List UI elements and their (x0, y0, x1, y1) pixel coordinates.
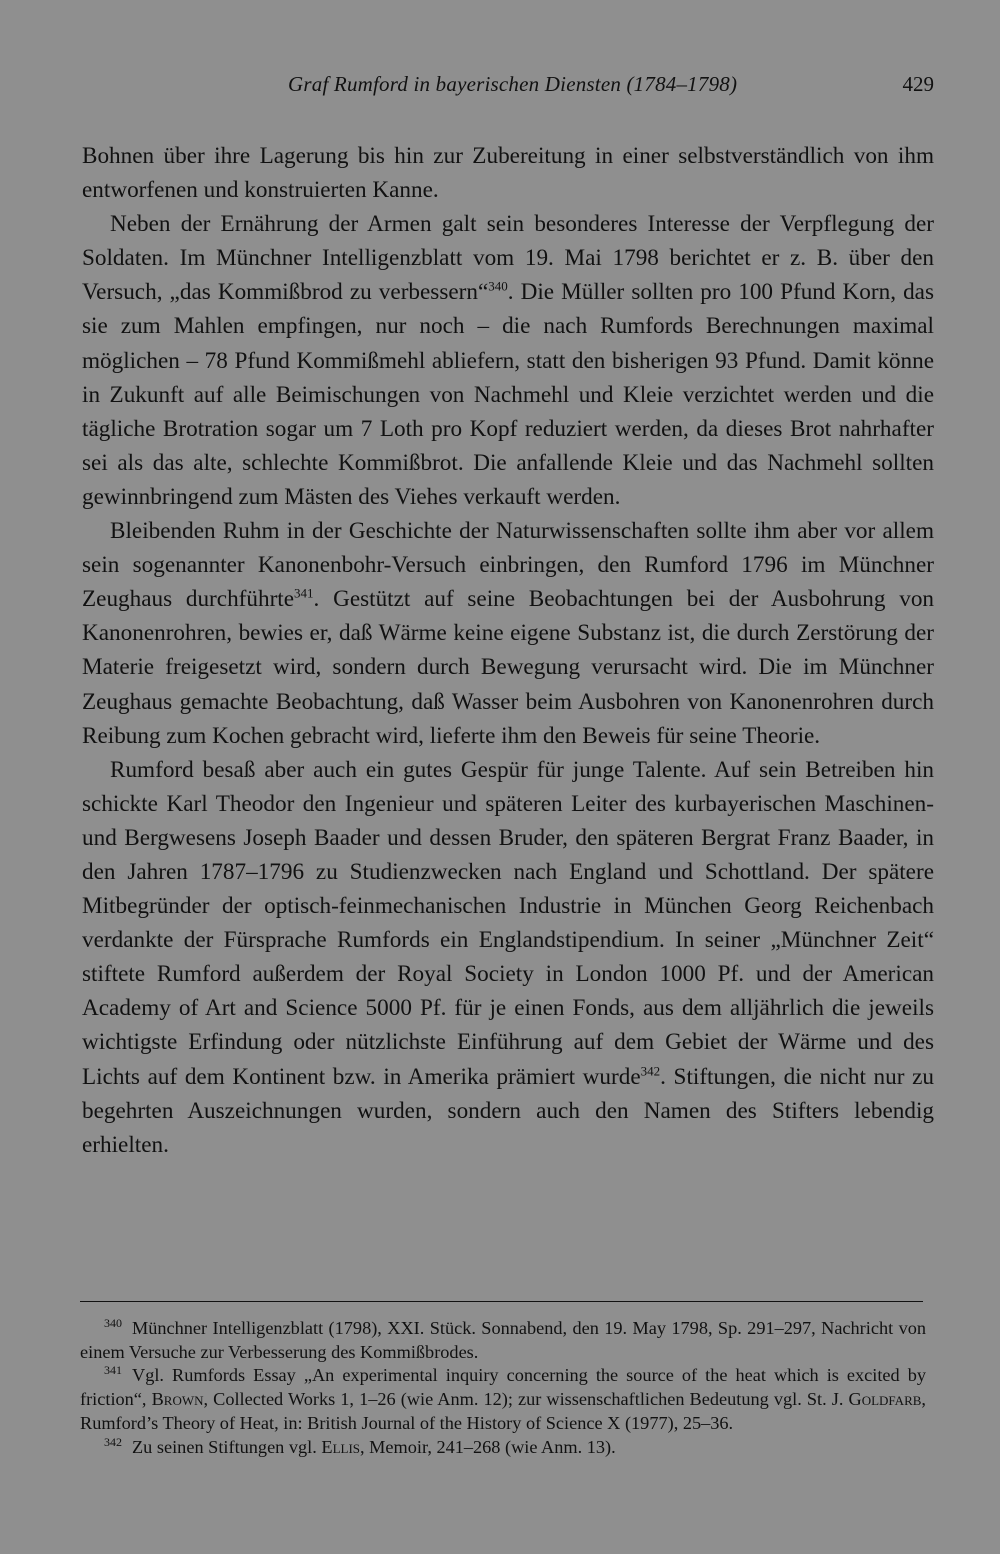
paragraph-text: Rumford besaß aber auch ein gutes Gespür für junge Talente. Auf sein Betreiben hin schickte Karl Theodor den Ingenieur und späteren Leiter des kurbayerischen Maschinen- und Bergwesens Joseph Baader und dessen Bruder, den späteren Bergrat Franz Baader, in den Jahren 1787–1796 zu Studienzwecken nach England und Schottland. Der spätere Mitbegründer der optisch-feinmechanischen Industrie in München Georg Reichenbach verdankte der Fürsprache Rumfords ein Englandstipendium. In seiner „Münchner Zeit“ stiftete Rumford außerdem der Royal Society in London 1000 Pf. und der American Academy of Art and Science 5000 Pf. für je einen Fonds, aus dem alljährlich die jeweils wichtigste Erfindung oder nützlichste Einführung auf dem Gebiet der Wärme und des Lichts auf dem Kontinent bzw. in Amerika prämiert wurde (82, 756, 934, 1090)
footnote (80, 1364, 926, 1435)
page-number: 429 (902, 72, 934, 96)
paragraph (82, 753, 934, 1162)
footnote-text: Münchner Intelligenzblatt (1798), XXI. Stück. Sonnabend, den 19. May 1798, Sp. 291–297, Nachricht von einem Versuche zur Verbesserung des Kommißbrodes. (80, 1318, 926, 1362)
footnote-reference[interactable]: 341 (294, 585, 314, 601)
paragraph-text: . Stiftungen, die nicht nur zu begehrten Auszeichnungen wurden, sondern auch den Namen des Stifters lebendig erhielten. (82, 1063, 934, 1158)
footnote-number: 341 (104, 1363, 122, 1378)
footnote-text: Vgl. Rumfords Essay „An experimental inquiry concerning the source of the heat which is excited by friction“, (80, 1365, 926, 1410)
paragraph-text: Bohnen über ihre Lagerung bis hin zur Zubereitung in einer selbstverständlich von ihm entworfenen und konstruierten Kanne. (82, 143, 934, 204)
footnotes (80, 1317, 926, 1459)
running-title: Graf Rumford in bayerischen Diensten (1784–1798) (288, 72, 738, 96)
footnote-number: 340 (104, 1316, 122, 1330)
footnote-text: , Rumford’s Theory of Heat, in: British Journal of the History of Science X (1977), 25–36. (80, 1389, 926, 1433)
page-header (82, 72, 934, 106)
footnote-divider (80, 1301, 923, 1302)
footnote-text: , Memoir, 241–268 (wie Anm. 13). (360, 1436, 616, 1457)
author-name: Brown (151, 1389, 204, 1410)
paragraph-text: Neben der Ernährung der Armen galt sein besonderes Interesse der Verpflegung der Soldaten. Im Münchner Intelligenzblatt vom 19. Mai 1798 berichtet er z. B. über den Versuch, „das Kommißbrod zu verbessern“ (82, 211, 934, 306)
author-name: Ellis (321, 1436, 361, 1457)
paragraph (82, 514, 934, 753)
footnote-number: 342 (104, 1434, 122, 1449)
footnote-reference[interactable]: 342 (640, 1062, 661, 1078)
paragraph (82, 207, 934, 514)
paragraph-text: . Die Müller sollten pro 100 Pfund Korn, das sie zum Mahlen empfingen, nur noch – die nach Rumfords Berechnungen maximal möglichen – 78 Pfund Kommißmehl abliefern, statt den bisherigen 93 Pfund. Damit könne in Zukunft auf alle Beimischungen von Nachmehl und Kleie verzichtet werden und die tägliche Brotration sogar um 7 Loth pro Kopf reduziert werden, da dieses Brot nahrhafter sei als das alte, schlechte Kommißbrot. Die anfallende Kleie und das Nachmehl sollten gewinnbringend zum Mästen des Viehes verkauft werden. (82, 279, 934, 510)
paragraph-text: Bleibenden Ruhm in der Geschichte der Naturwissenschaften sollte ihm aber vor allem sein sogenannter Kanonenbohr-Versuch einbringen, den Rumford 1796 im Münchner Zeughaus durchführte (82, 518, 934, 613)
paragraph (82, 139, 934, 207)
body-text (82, 139, 934, 1162)
footnote-text: Zu seinen Stiftungen vgl. (132, 1436, 322, 1457)
footnote-text: , Collected Works 1, 1–26 (wie Anm. 12); zur wissenschaftlichen Bedeutung vgl. St. J. (203, 1389, 849, 1410)
author-name: Goldfarb (848, 1389, 922, 1410)
footnote (80, 1436, 926, 1460)
footnote-reference[interactable]: 340 (488, 278, 508, 294)
paragraph-text: . Gestützt auf seine Beobachtungen bei der Ausbohrung von Kanonenrohren, bewies er, daß Wärme keine eigene Substanz ist, die durch Zerstörung der Materie freigesetzt wird, sondern durch Bewegung verursacht wird. Die im Münchner Zeughaus gemachte Beobachtung, daß Wasser beim Ausbohren von Kanonenrohren durch Reibung zum Kochen gebracht wird, lieferte ihm den Beweis für seine Theorie. (82, 586, 935, 749)
footnote (80, 1317, 926, 1364)
